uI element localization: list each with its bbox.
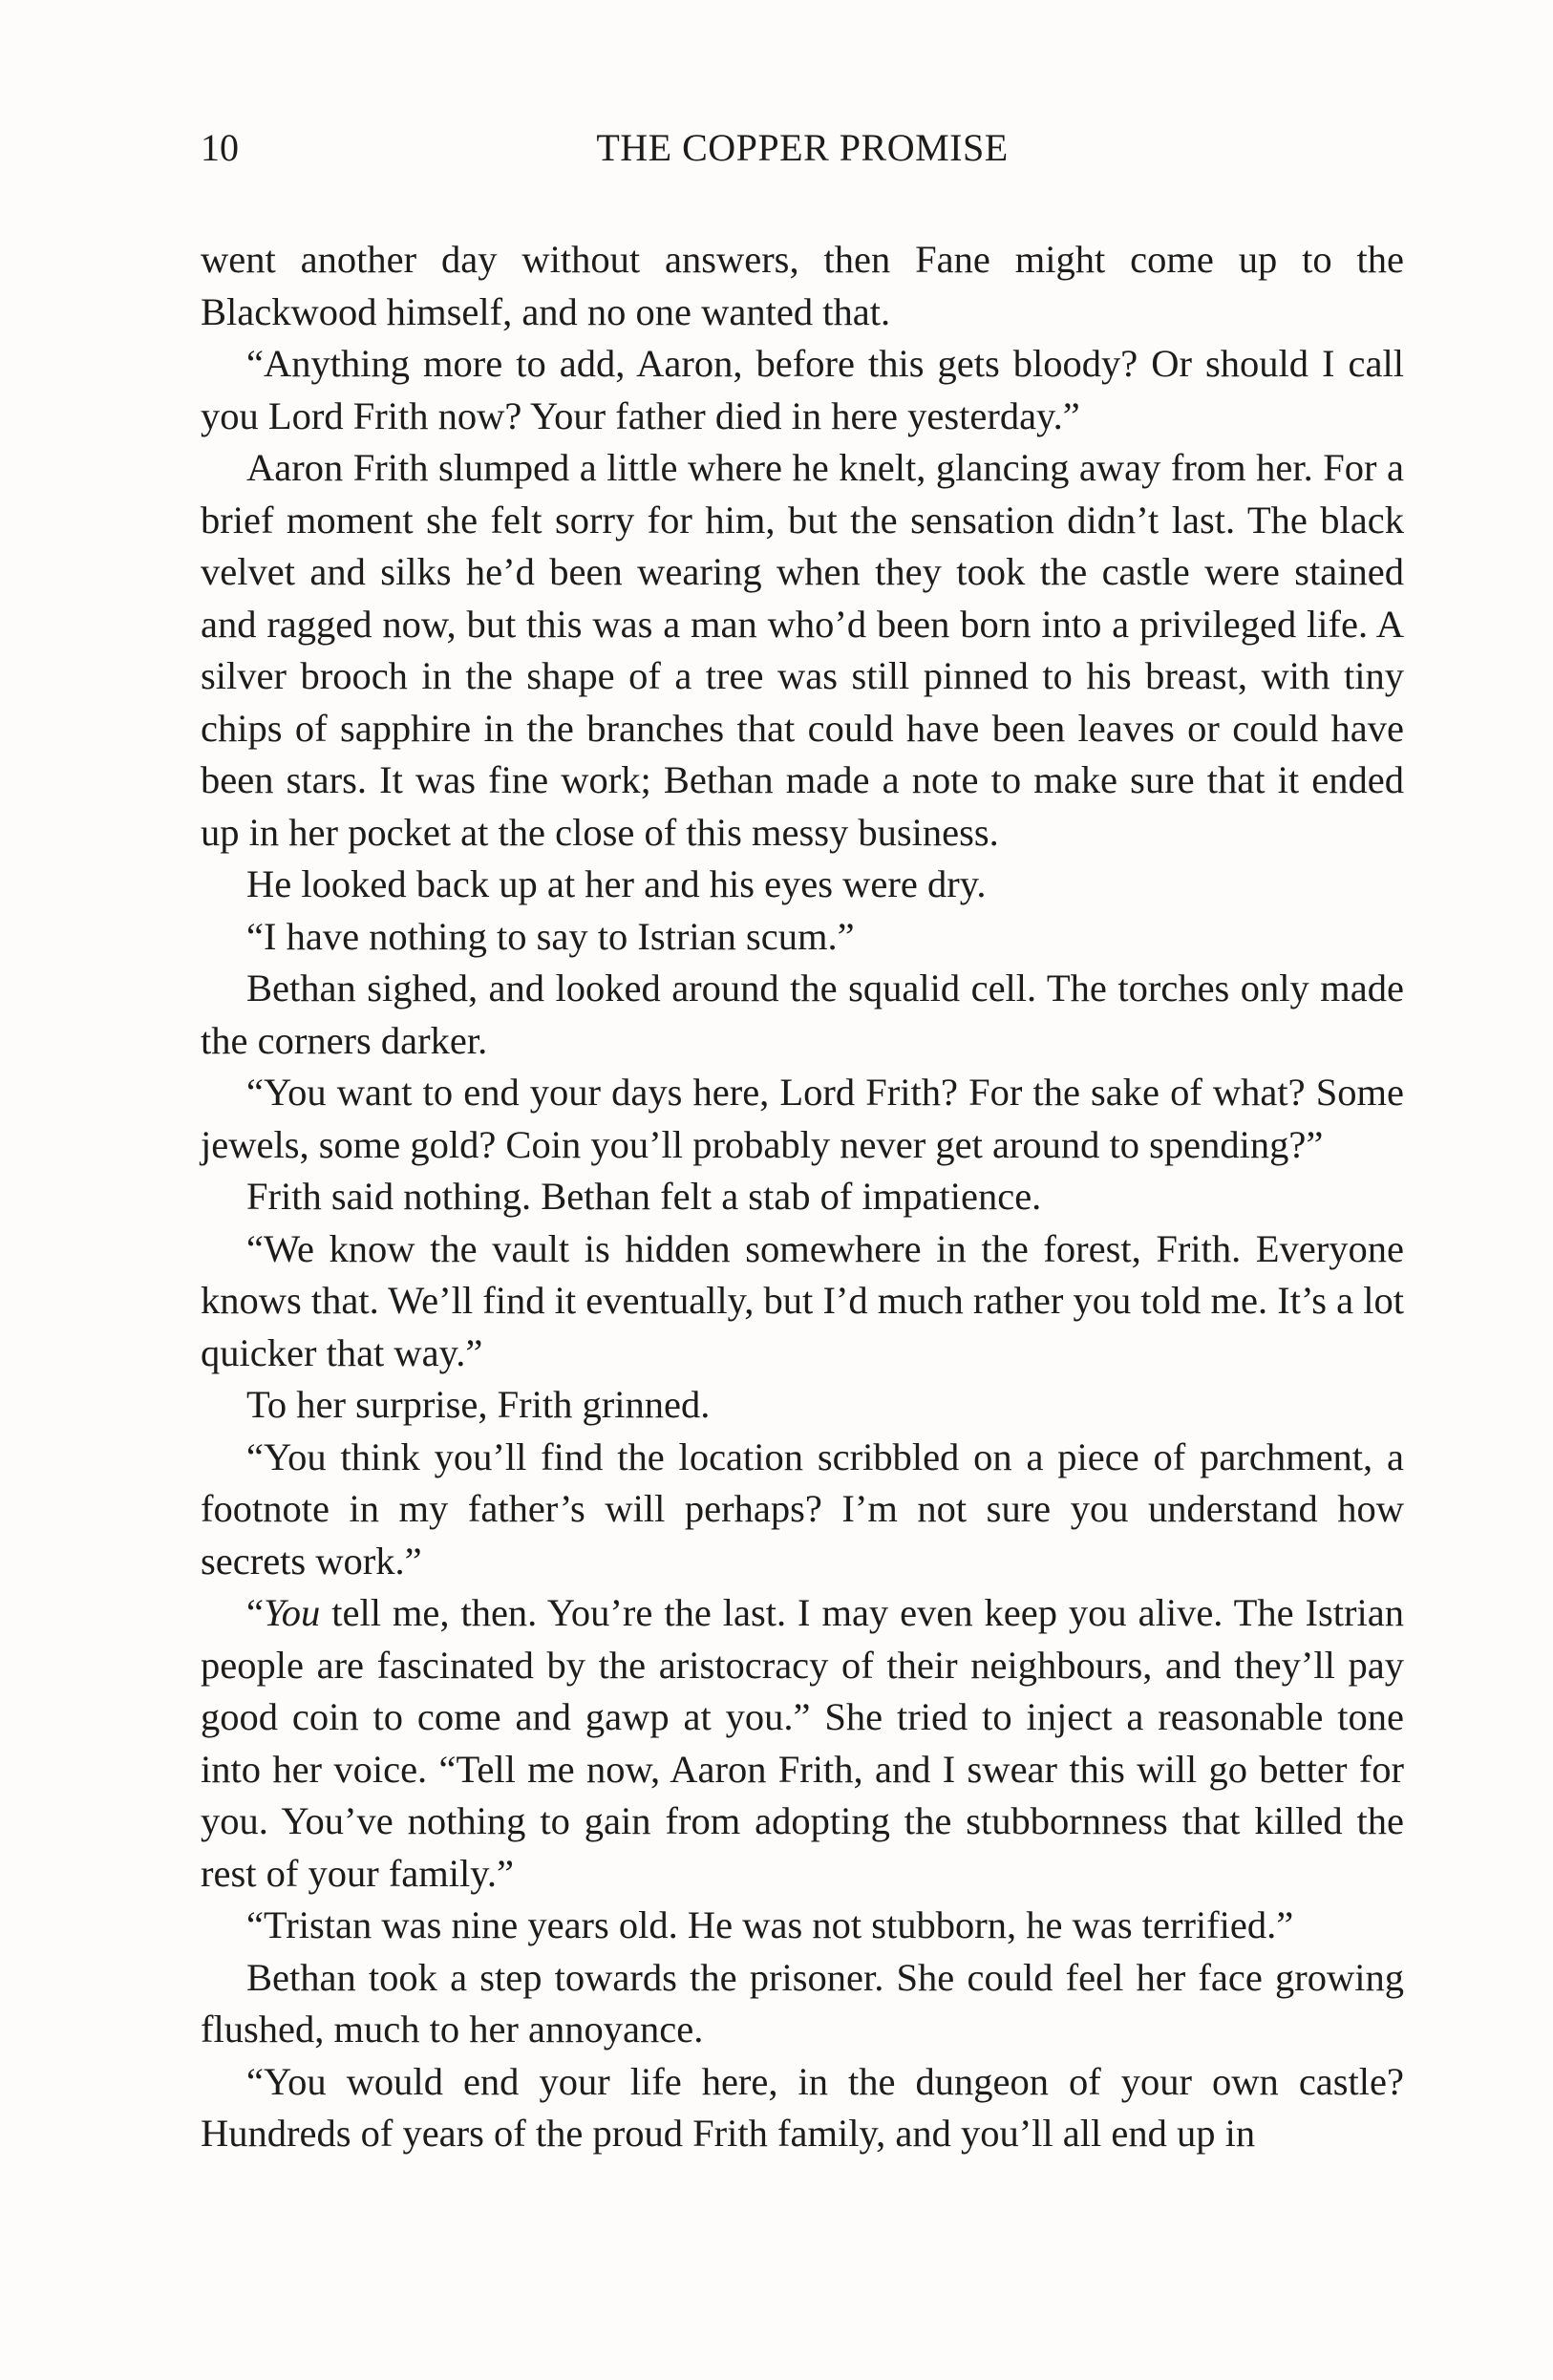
paragraph: “You want to end your days here, Lord Frith? For the sake of what? Some jewels, some gold? Coin you’ll probably never get around to spending?” (201, 1071, 1404, 1166)
paragraph: “We know the vault is hidden somewhere in the forest, Frith. Everyone knows that. We’ll find it eventually, but I’d much rather you told me. It’s a lot quicker that way.” (201, 1226, 1404, 1374)
paragraph: Frith said nothing. Bethan felt a stab of impatience. (246, 1175, 1042, 1218)
paragraph: “Anything more to add, Aaron, before this gets bloody? Or should I call you Lord Frith now? Your father died in here yesterday.” (201, 342, 1404, 437)
paragraph: “You would end your life here, in the dungeon of your own castle? Hundreds of years of the proud Frith family, and you’ll all end up in (201, 2059, 1404, 2155)
paragraph: He looked back up at her and his eyes were dry. (246, 862, 987, 905)
paragraph: To her surprise, Frith grinned. (246, 1383, 711, 1426)
paragraph: Bethan took a step towards the prisoner. She could feel her face growing flushed, much to her annoyance. (201, 1955, 1404, 2051)
paragraph (201, 1587, 1404, 1900)
page-header (201, 119, 1404, 177)
emphasis-text: You (263, 1591, 321, 1634)
running-title: THE COPPER PROMISE (596, 126, 1009, 169)
paragraph-rest: tell me, then. You’re the last. I may even keep you alive. The Istrian people are fascinated by the aristocracy of their neighbours, and they’ll pay good coin to come and gawp at you.” She tried to inject a reasonable tone into her voice. “Tell me now, Aaron Frith, and I swear this will go better for you. You’ve nothing to gain from adopting the stubbornness that killed the rest of your family.” (201, 1591, 1404, 1895)
paragraph: Bethan sighed, and looked around the squalid cell. The torches only made the corners darker. (201, 967, 1404, 1062)
paragraph: Aaron Frith slumped a little where he knelt, glancing away from her. For a brief moment she felt sorry for him, but the sensation didn’t last. The black velvet and silks he’d been wearing when they took the castle were stained and ragged now, but this was a man who’d been born into a privileged life. A silver brooch in the shape of a tree was still pinned to his breast, with tiny chips of sapphire in the branches that could have been leaves or could have been stars. It was fine work; Bethan made a note to make sure that it ended up in her pocket at the close of this messy business. (201, 446, 1404, 854)
paragraph: went another day without answers, then Fane might come up to the Blackwood himself, and no one wanted that. (201, 238, 1404, 333)
paragraph: “You think you’ll find the location scribbled on a piece of parchment, a footnote in my father’s will perhaps? I’m not sure you understand how secrets work.” (201, 1434, 1404, 1583)
paragraph: “I have nothing to say to Istrian scum.” (246, 914, 855, 958)
paragraph-open-quote: “ (246, 1591, 264, 1634)
paragraph: “Tristan was nine years old. He was not stubborn, he was terrified.” (246, 1903, 1294, 1946)
page-number: 10 (201, 126, 239, 169)
body-text (201, 234, 1404, 2160)
